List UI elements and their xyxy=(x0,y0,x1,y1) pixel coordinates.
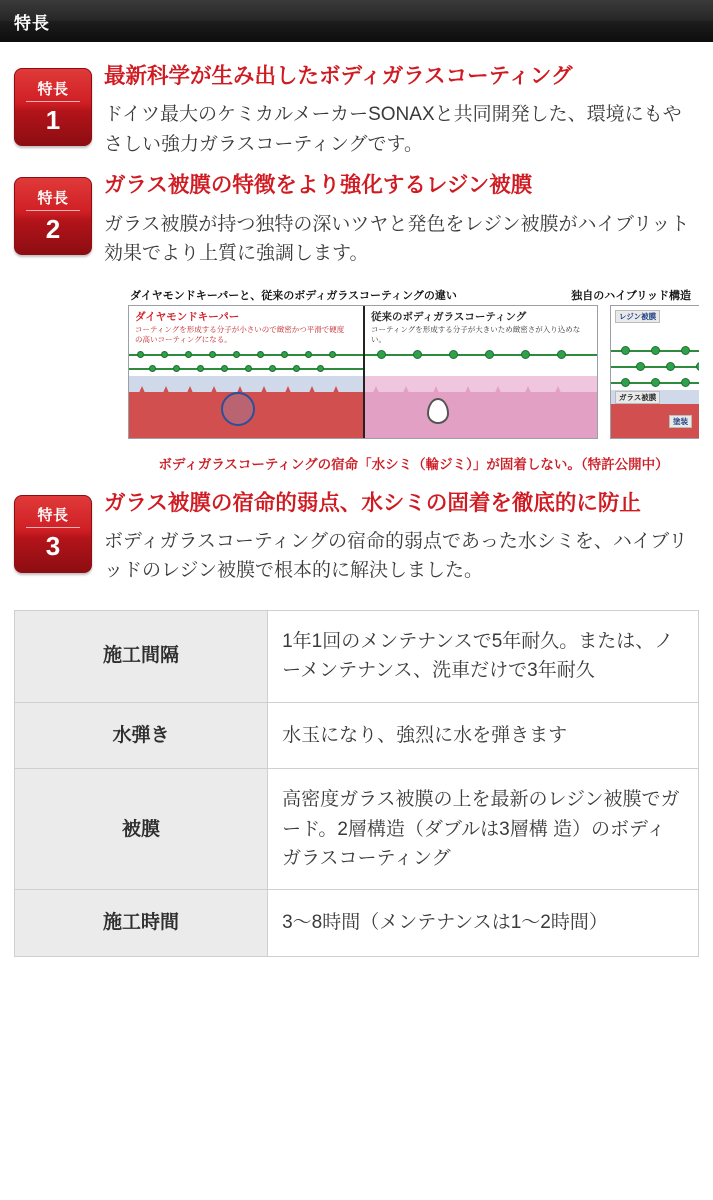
diagram-left-caption: コーティングを形成する分子が小さいので緻密かつ平滑で硬度の高いコーティングになる。 xyxy=(135,324,345,344)
coating-structure-diagram xyxy=(128,287,699,473)
spec-label: 施工時間 xyxy=(15,890,268,956)
badge-separator xyxy=(26,101,80,102)
diagram-hybrid-panel xyxy=(610,305,699,439)
feature-badge-label: 特長 xyxy=(37,507,69,524)
feature-title: 最新科学が生み出したボディガラスコーティング xyxy=(104,64,573,88)
feature-body xyxy=(104,62,699,159)
feature-badge xyxy=(14,68,92,146)
feature-badge-number: 3 xyxy=(45,531,61,561)
table-row xyxy=(15,610,699,702)
feature-body xyxy=(104,489,699,586)
diagram-label-resin: レジン被膜 xyxy=(615,310,660,323)
feature-badge-number: 2 xyxy=(45,213,61,244)
surface-roughness xyxy=(365,384,597,402)
spec-value: 3〜8時間（メンテナンスは1〜2時間） xyxy=(268,890,699,956)
diagram-half-conventional xyxy=(363,306,597,438)
diagram-footer-note: ボディガラスコーティングの宿命「水シミ（輪ジミ）」が固着しない。（特許公開中） xyxy=(158,456,669,472)
spec-label: 水弾き xyxy=(15,702,268,768)
feature-item xyxy=(0,52,713,161)
features-list xyxy=(0,42,713,588)
spec-label: 施工間隔 xyxy=(15,610,268,702)
spec-value: 高密度ガラス被膜の上を最新のレジン被膜でガード。2層構造（ダブルは3層構 造）のボディガラスコーティング xyxy=(268,769,699,890)
diagram-right-caption: コーティングを形成する分子が大きいため緻密さが入り込めない。 xyxy=(371,324,581,344)
spec-table-wrapper xyxy=(0,588,713,983)
badge-separator xyxy=(26,210,80,211)
spec-value: 1年1回のメンテナンスで5年耐久。または、ノーメンテナンス、洗車だけで3年耐久 xyxy=(268,610,699,702)
page-title: 特長 xyxy=(14,13,50,33)
feature-badge xyxy=(14,495,92,573)
glass-mesh-fine xyxy=(129,352,363,378)
glass-mesh-coarse xyxy=(365,352,597,378)
diagram-comparison-panel xyxy=(128,305,598,439)
feature-title: ガラス被膜の宿命的弱点、水シミの固着を徹底的に防止 xyxy=(104,490,641,515)
feature-badge xyxy=(14,177,92,255)
spec-value: 水玉になり、強烈に水を弾きます xyxy=(268,702,699,768)
table-row xyxy=(15,769,699,890)
diagram-left-subtitle: ダイヤモンドキーパー xyxy=(135,310,240,323)
water-drop-marker xyxy=(221,392,255,426)
section-header xyxy=(0,0,713,42)
feature-title: ガラス被膜の特徴をより強化するレジン被膜 xyxy=(104,173,533,198)
feature-item xyxy=(0,161,713,270)
table-row xyxy=(15,890,699,956)
feature-badge-label: 特長 xyxy=(37,80,69,98)
diagram-left-title: ダイヤモンドキーパーと、従来のボディガラスコーティングの違い xyxy=(130,289,457,302)
diagram-right-subtitle: 従来のボディガラスコーティング xyxy=(371,310,527,323)
badge-separator xyxy=(26,527,80,528)
hybrid-mesh xyxy=(611,346,699,390)
feature-text: ガラス被膜が持つ独特の深いツヤと発色をレジン被膜がハイブリット効果でより上質に強調します。 xyxy=(104,213,690,265)
spec-label: 被膜 xyxy=(15,769,268,890)
feature-text: ドイツ最大のケミカルメーカーSONAXと共同開発した、環境にもやさしい強力ガラスコーティングです。 xyxy=(104,104,682,155)
diagram-right-title: 独自のハイブリッド構造 xyxy=(571,289,691,302)
table-row xyxy=(15,702,699,768)
diagram-label-glass: ガラス被膜 xyxy=(615,391,660,404)
spec-table xyxy=(14,610,699,957)
feature-text: ボディガラスコーティングの宿命的弱点であった水シミを、ハイブリッドのレジン被膜で根本的に解決しました。 xyxy=(104,530,688,582)
feature-badge-number: 1 xyxy=(45,104,61,135)
feature-body xyxy=(104,171,699,268)
diagram-label-paint: 塗装 xyxy=(669,415,692,428)
feature-badge-label: 特長 xyxy=(37,189,69,207)
diagram-half-diamondkeeper xyxy=(129,306,363,438)
feature-item xyxy=(0,479,713,588)
